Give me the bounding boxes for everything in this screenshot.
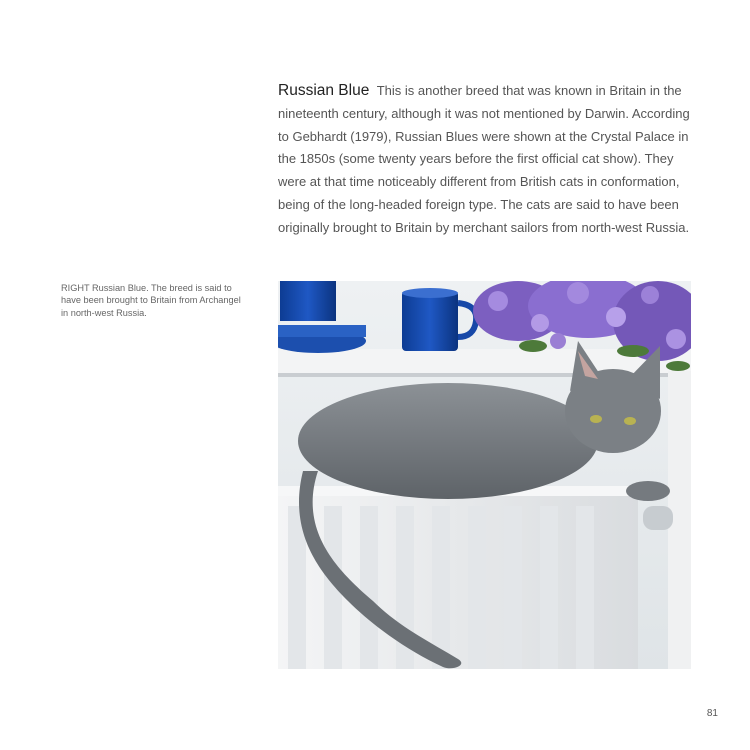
russian-blue-photo: [278, 281, 691, 669]
article-body: [278, 80, 690, 240]
article-paragraph: This is another breed that was known in Britain in the nineteenth century, although it was not mentioned by Darwin. According to Gebhardt (1979), Russian Blues were shown at the Crystal Palace in the 1850s (some twenty years before the first official cat show). They were at that time noticeably different from British cats in conformation, being of the long-headed foreign type. The cats are said to have been originally brought to Britain by merchant sailors from north-west Russia.: [278, 83, 690, 235]
article-heading: Russian Blue: [278, 82, 370, 99]
page-number: 81: [706, 708, 718, 719]
photo-caption: RIGHT Russian Blue. The breed is said to have been brought to Britain from Archangel in north-west Russia.: [61, 283, 241, 318]
